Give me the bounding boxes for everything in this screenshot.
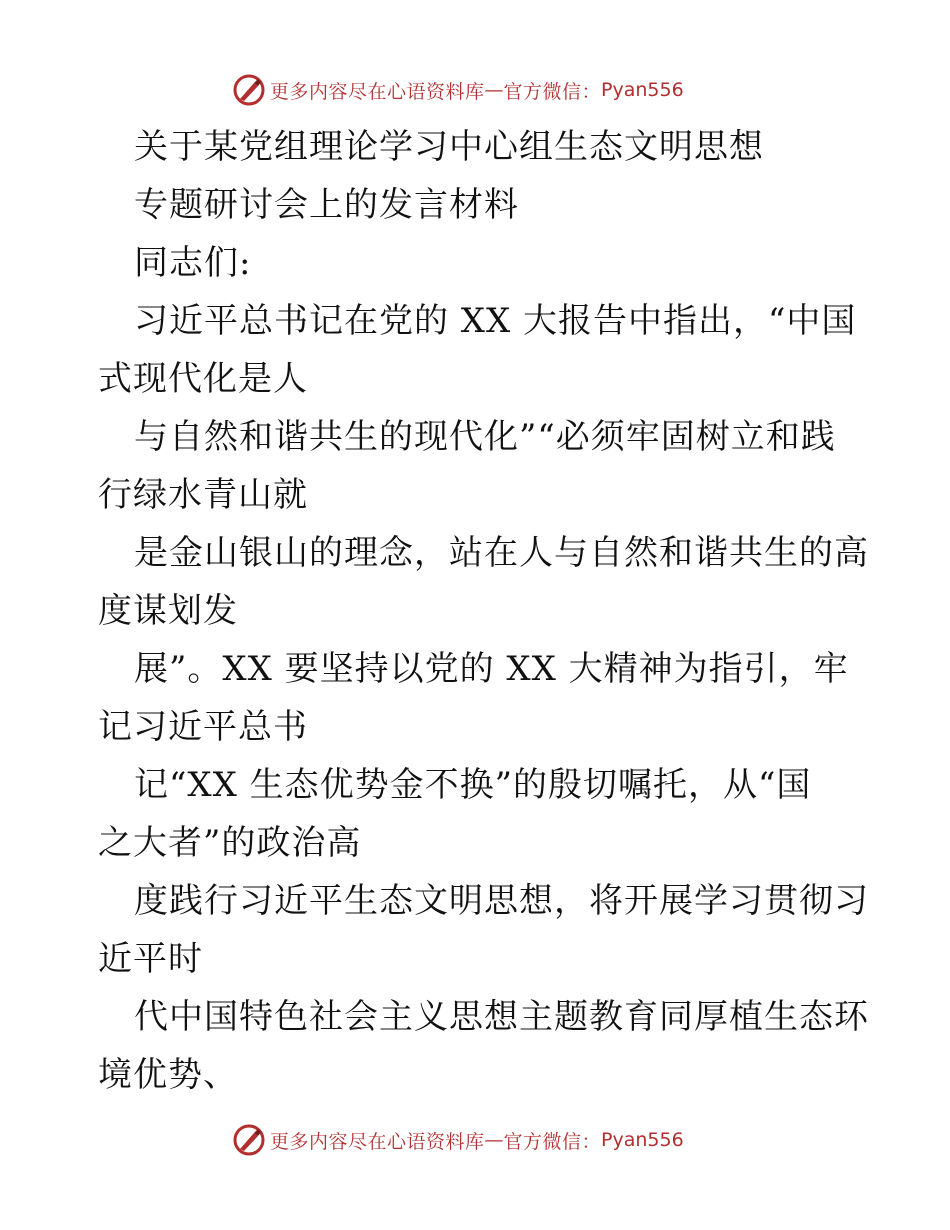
doc-line: 展”。XX 要坚持以党的 XX 大精神为指引，牢	[134, 649, 849, 689]
doc-line: 记习近平总书	[98, 707, 308, 747]
doc-line: 境优势、	[98, 1055, 238, 1095]
doc-line: 之大者”的政治高	[98, 823, 362, 863]
doc-line: 记“XX 生态优势金不换”的殷切嘱托，从“国	[134, 765, 812, 805]
watermark-separator: —	[484, 1129, 504, 1151]
doc-line: 是金山银山的理念，站在人与自然和谐共生的高	[134, 533, 869, 573]
doc-title-line-2: 专题研讨会上的发言材料	[134, 185, 519, 225]
watermark-text: 更多内容尽在心语资料库	[270, 1130, 485, 1153]
watermark-separator: —	[484, 79, 504, 101]
doc-line: 近平时	[98, 939, 203, 979]
doc-title-line-1: 关于某党组理论学习中心组生态文明思想	[134, 127, 764, 167]
pen-in-circle-logo-icon	[232, 1123, 266, 1157]
footer-watermark	[232, 1120, 684, 1160]
doc-line: 习近平总书记在党的 XX 大报告中指出，“中国	[134, 301, 857, 341]
doc-line: 式现代化是人	[98, 359, 308, 399]
doc-line: 度谋划发	[98, 591, 238, 631]
pen-in-circle-logo-icon	[232, 73, 266, 107]
doc-salutation: 同志们:	[134, 243, 252, 283]
doc-line: 度践行习近平生态文明思想，将开展学习贯彻习	[134, 881, 869, 921]
watermark-brand: Pyan556	[601, 1129, 684, 1151]
header-watermark	[232, 70, 684, 110]
doc-line: 与自然和谐共生的现代化”“必须牢固树立和践	[134, 417, 836, 457]
watermark-label: 官方微信：	[503, 80, 602, 103]
doc-line: 行绿水青山就	[98, 475, 308, 515]
doc-line: 代中国特色社会主义思想主题教育同厚植生态环	[134, 997, 869, 1037]
watermark-label: 官方微信：	[503, 1130, 602, 1153]
watermark-brand: Pyan556	[601, 79, 684, 101]
watermark-text: 更多内容尽在心语资料库	[270, 80, 485, 103]
